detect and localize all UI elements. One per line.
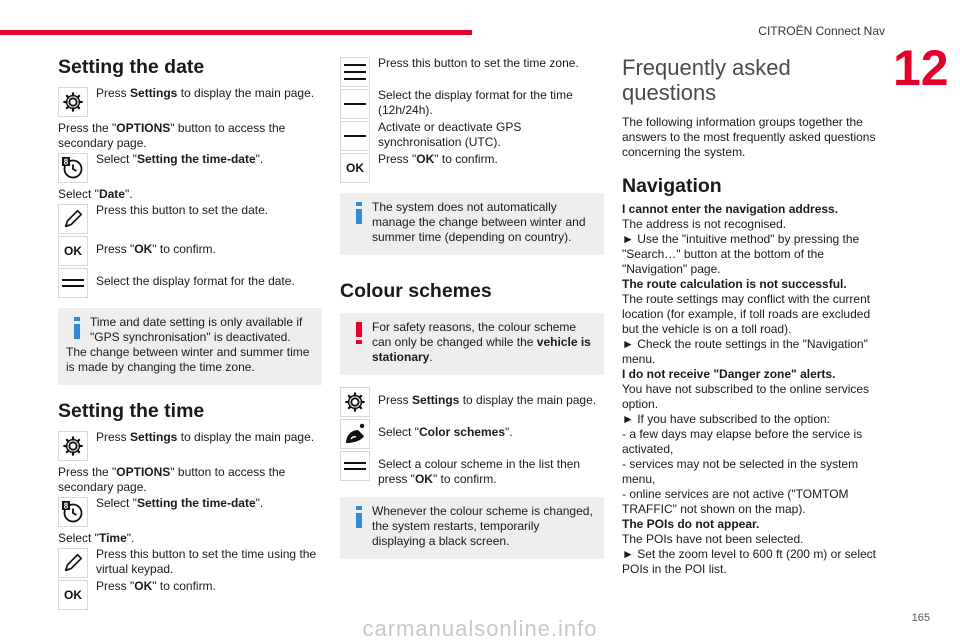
list-icon — [340, 451, 370, 481]
faq-answer: ► If you have subscribed to the option: — [622, 412, 831, 426]
faq-intro: The following information groups together the answers to the most frequently asked questions concerning the system. — [622, 115, 876, 159]
pencil-icon — [58, 548, 88, 578]
section-title-colour: Colour schemes — [340, 280, 492, 302]
column-faq — [622, 55, 884, 577]
info-icon — [352, 202, 366, 224]
section-title-faq: Frequently asked questions — [622, 55, 791, 105]
step-colour-ok: Select a colour scheme in the list then press "OK" to confirm. — [340, 449, 604, 487]
ok-icon: OK — [58, 580, 88, 610]
list-icon — [340, 121, 370, 151]
step-time-options: Press the "OPTIONS" button to access the secondary page. — [58, 465, 286, 494]
info-note-restart: Whenever the colour scheme is changed, the system restarts, temporarily displaying a black screen. — [340, 497, 604, 559]
gear-icon — [58, 431, 88, 461]
list-icon — [340, 57, 370, 87]
step-colour-select: Select "Color schemes". — [340, 417, 604, 449]
header-accent-bar — [0, 30, 472, 35]
warning-note-colour: For safety reasons, the colour scheme can only be changed while the vehicle is stationary. — [340, 313, 604, 375]
column-setting-date-time — [58, 55, 322, 610]
gear-icon — [340, 387, 370, 417]
chapter-number: 12 — [893, 40, 949, 96]
faq-question: The POIs do not appear. — [622, 517, 760, 531]
step-time-set: Press this button to set the time using the virtual keypad. — [58, 546, 322, 578]
step-date-select-time-date: 8 Select "Setting the time-date". — [58, 151, 322, 183]
section-title-time: Setting the time — [58, 400, 205, 422]
column-time-zone-colour — [340, 55, 604, 569]
step-date-select-date: Select "Date". — [58, 187, 133, 201]
step-date-settings: Press Settings to display the main page. — [58, 85, 322, 117]
info-note-summer-time: The system does not automatically manage the change between winter and summer time (depending on country). — [340, 193, 604, 255]
faq-question: The route calculation is not successful. — [622, 277, 847, 291]
page-number: 165 — [911, 612, 930, 624]
faq-answer: - a few days may elapse before the service is activated, — [622, 427, 863, 456]
step-date-set: Press this button to set the date. — [58, 202, 322, 234]
palette-icon — [340, 419, 370, 449]
ok-icon: OK — [58, 236, 88, 266]
svg-text:8: 8 — [63, 501, 69, 511]
faq-answer: - online services are not active ("TOMTOM TRAFFIC" not shown on the map). — [622, 487, 849, 516]
list-icon — [340, 89, 370, 119]
info-icon — [352, 506, 366, 528]
faq-answer: ► Set the zoom level to 600 ft (200 m) or select POIs in the POI list. — [622, 547, 876, 576]
faq-answer: - services may not be selected in the system menu, — [622, 457, 859, 486]
step-time-format: Select the display format for the time (12h/24h). — [340, 87, 604, 119]
pencil-icon — [58, 204, 88, 234]
list-icon — [58, 268, 88, 298]
step-gps-sync: Activate or deactivate GPS synchronisation (UTC). — [340, 119, 604, 151]
step-colour-settings: Press Settings to display the main page. — [340, 385, 604, 417]
calendar-icon — [58, 153, 88, 183]
faq-answer: The POIs have not been selected. — [622, 532, 804, 546]
calendar-icon — [58, 497, 88, 527]
step-date-format: Select the display format for the date. — [58, 266, 322, 298]
step-zone-ok: OK Press "OK" to confirm. — [340, 151, 604, 183]
faq-answer: You have not subscribed to the online services option. — [622, 382, 870, 411]
step-time-zone: Press this button to set the time zone. — [340, 55, 604, 87]
step-time-ok: OK Press "OK" to confirm. — [58, 578, 322, 610]
watermark: carmanualsonline.info — [362, 616, 598, 641]
step-date-options: Press the "OPTIONS" button to access the secondary page. — [58, 121, 286, 150]
warning-icon — [352, 322, 366, 344]
faq-answer: The address is not recognised. — [622, 217, 787, 231]
faq-answer: The route settings may conflict with the current location (for example, if toll roads are excluded but the vehicle is on a toll road). — [622, 292, 871, 336]
faq-question: I do not receive "Danger zone" alerts. — [622, 367, 836, 381]
faq-answer: ► Check the route settings in the "Navigation" menu. — [622, 337, 868, 366]
header-title: CITROËN Connect Nav — [758, 24, 885, 38]
step-time-settings: Press Settings to display the main page. — [58, 429, 322, 461]
faq-answer: ► Use the "intuitive method" by pressing the "Search…" button at the bottom of the "Navigation" page. — [622, 232, 860, 276]
section-title-date: Setting the date — [58, 56, 205, 78]
ok-icon: OK — [340, 153, 370, 183]
faq-question: I cannot enter the navigation address. — [622, 202, 839, 216]
gear-icon — [58, 87, 88, 117]
step-time-select-time-date: 8 Select "Setting the time-date". — [58, 495, 322, 527]
info-note-date: Time and date setting is only available if "GPS synchronisation" is deactivated. The change between winter and summer time is made by changing the time zone. — [58, 308, 322, 385]
section-title-navigation: Navigation — [622, 175, 722, 197]
info-icon — [70, 317, 84, 339]
step-date-ok: OK Press "OK" to confirm. — [58, 234, 322, 266]
svg-text:8: 8 — [63, 157, 69, 167]
step-time-select-time: Select "Time". — [58, 531, 135, 545]
